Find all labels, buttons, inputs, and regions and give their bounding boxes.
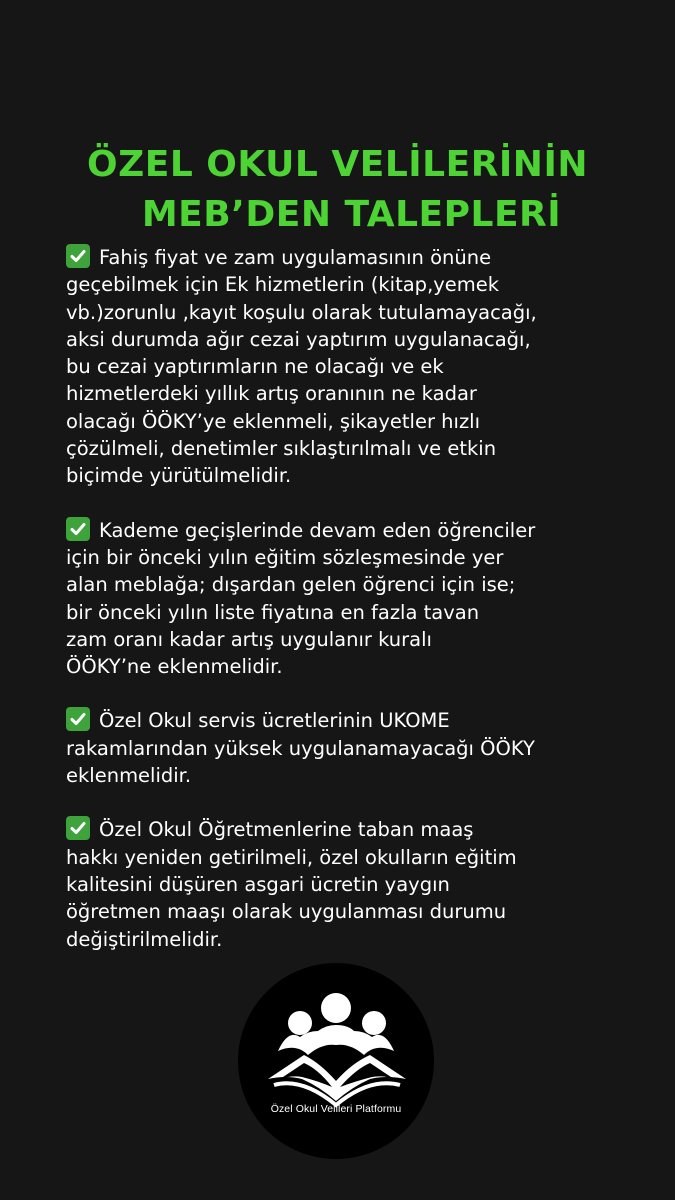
demand-text-line: bu cezai yaptırımların ne olacağı ve ek <box>66 355 444 379</box>
demand-text-line: biçimde yürütülmelidir. <box>66 464 292 488</box>
demand-text-line: değiştirilmelidir. <box>66 927 223 951</box>
platform-logo <box>238 963 434 1159</box>
check-mark-icon <box>66 707 90 731</box>
demand-text-line: ÖÖKY’ne eklenmelidir. <box>66 655 283 679</box>
demand-text-line: zam oranı kadar artış uygulanır kuralı <box>66 627 432 651</box>
demand-text-line: Fahiş fiyat ve zam uygulamasının önüne <box>99 246 492 269</box>
demands-list <box>66 244 666 980</box>
demand-text-line: Özel Okul Öğretmenlerine taban maaş <box>99 818 474 842</box>
logo-label: Özel Okul Velileri Platformu <box>270 1103 402 1115</box>
demand-text-line: çözülmeli, denetimler sıklaştırılmalı ve etkin <box>66 437 497 461</box>
page-title-line-2: MEB’DEN TALEPLERİ <box>141 194 562 235</box>
demand-text-line: vb.)zorunlu ,kayıt koşulu olarak tutulamayacağı, <box>66 300 537 324</box>
demand-text-line: için bir önceki yılın eğitim sözleşmesinde yer <box>66 545 504 569</box>
demand-text-line: olacağı ÖÖKY’ye eklenmeli, şikayetler hızlı <box>66 409 481 433</box>
demand-text-line: öğretmen maaşı olarak uygulanması durumu <box>66 900 507 924</box>
demand-text-line: rakamlarından yüksek uygulanamayacağı ÖÖKY <box>66 736 535 760</box>
demand-text-line: kalitesini düşüren asgari ücretin yaygın <box>66 872 450 896</box>
demand-item <box>66 816 666 952</box>
demand-text-line: Özel Okul servis ücretlerinin UKOME <box>99 709 450 733</box>
demand-item <box>66 707 666 789</box>
demand-item <box>66 244 666 490</box>
page-title <box>0 140 675 240</box>
demand-text-line: aksi durumda ağır cezai yaptırım uygulanacağı, <box>66 327 531 351</box>
demand-item <box>66 517 666 681</box>
demand-text-line: geçebilmek için Ek hizmetlerin (kitap,yemek <box>66 273 500 297</box>
check-mark-icon <box>66 517 90 541</box>
demand-text-line: alan meblağa; dışardan gelen öğrenci için ise; <box>66 573 516 597</box>
demand-text-line: Kademe geçişlerinde devam eden öğrenciler <box>99 518 536 542</box>
parents-book-logo-icon <box>238 963 434 1159</box>
check-mark-icon <box>66 816 90 840</box>
page-title-line-1: ÖZEL OKUL VELİLERİNİN <box>87 144 588 185</box>
demand-text-line: bir önceki yılın liste fiyatına en fazla tavan <box>66 600 480 624</box>
demand-text-line: eklenmelidir. <box>66 764 192 788</box>
check-mark-icon <box>66 244 90 268</box>
demand-text-line: hakkı yeniden getirilmeli, özel okulların eğitim <box>66 845 517 869</box>
demand-text-line: hizmetlerdeki yıllık artış oranının ne kadar <box>66 382 477 406</box>
